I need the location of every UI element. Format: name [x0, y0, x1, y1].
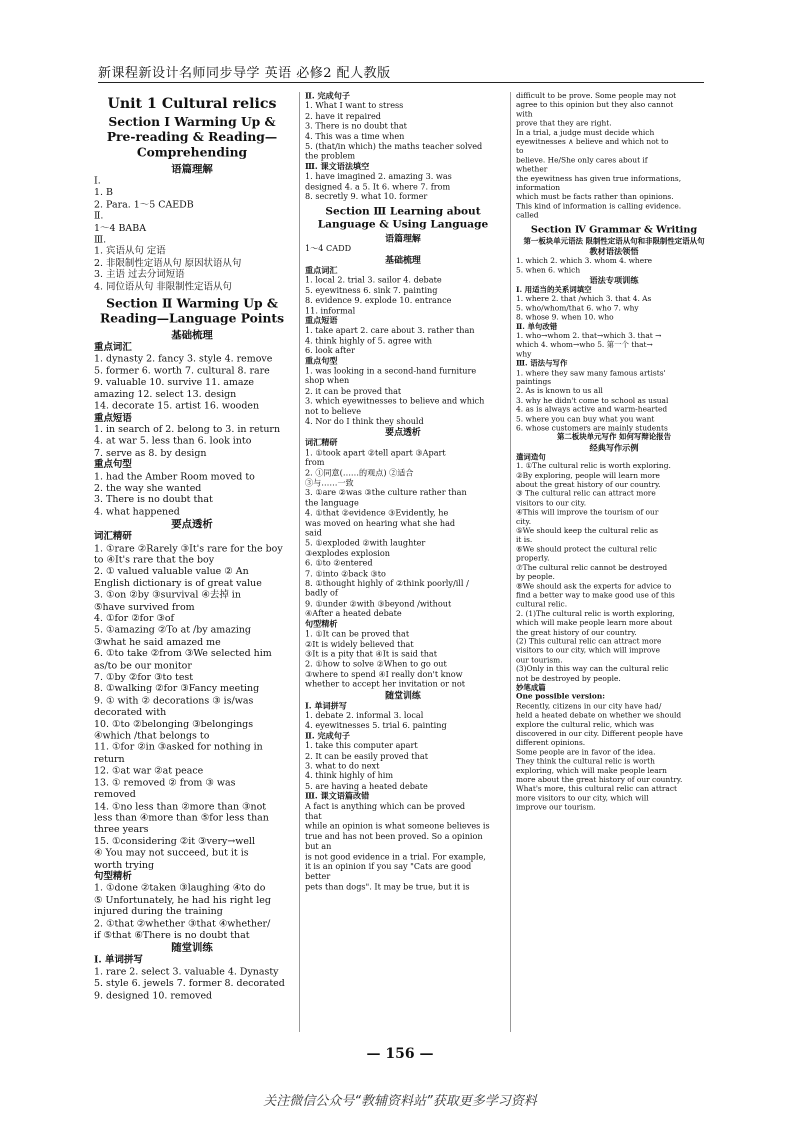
- text-line: 5. ①amazing ②To at /by amazing: [94, 625, 251, 636]
- text-line: 9. valuable 10. survive 11. amaze: [94, 377, 255, 389]
- text-line: 5. former 6. worth 7. cultural 8. rare: [94, 365, 270, 377]
- text-line: properly.: [516, 554, 550, 563]
- text-line: Ⅱ.: [94, 211, 104, 222]
- text-line: the problem: [305, 152, 356, 162]
- text-line: the eyewitness has given true informations,: [516, 175, 682, 184]
- correction-passage: [516, 92, 712, 221]
- text-line: 1. where they saw many famous artists': [516, 369, 666, 378]
- answer-list: [516, 462, 712, 683]
- text-line: 8. evidence 9. explode 10. entrance: [305, 296, 452, 306]
- group-heading: 词汇精研: [94, 531, 132, 542]
- text-line: 13. ① removed ② from ③ was: [94, 777, 236, 789]
- section-title: Section Ⅱ Warming Up & Reading—Language Points: [99, 297, 285, 327]
- text-line: 9. ① with ② decorations ③ is/was: [94, 695, 254, 707]
- text-line: 2. As is known to us all: [516, 387, 603, 396]
- text-line: 4. think highly of 5. agree with: [305, 336, 432, 346]
- text-line: 3. ①on ②by ③survival ④去掉 in: [94, 590, 241, 601]
- text-line: Recently, citizens in our city have had/: [516, 702, 662, 711]
- subsection-title: 语篇理解: [385, 233, 421, 245]
- text-line: three years: [94, 824, 149, 836]
- group-heading: Ⅲ. 语法与写作: [516, 359, 568, 368]
- answer-list: [305, 367, 501, 427]
- text-line: badly of: [305, 589, 338, 599]
- correction-passage: [305, 802, 501, 893]
- answer-list: [516, 295, 712, 323]
- text-line: with: [516, 110, 533, 119]
- text-line: 4. This was a time when: [305, 132, 405, 142]
- answer-list: [305, 449, 501, 620]
- text-line: 5. who/whom/that 6. who 7. why: [516, 304, 639, 313]
- text-line: less than ④more than ⑤for less than: [94, 812, 269, 824]
- text-line: 14. ①no less than ②more than ③not: [94, 801, 267, 812]
- text-line: 2. (1)The cultural relic is worth exploring,: [516, 610, 675, 619]
- text-line: (2) This cultural relic can attract more: [516, 637, 662, 646]
- answer-list: [94, 354, 290, 413]
- text-line: the great history of our country.: [516, 628, 637, 637]
- text-line: visitors to our city.: [516, 499, 587, 508]
- group-heading: 重点词汇: [94, 342, 132, 353]
- text-line: 14. decorate 15. artist 16. wooden: [94, 401, 260, 412]
- text-line: explore the cultural relic, which was: [516, 720, 654, 729]
- subsection-title: 教材语法领悟: [589, 246, 639, 257]
- text-line: different opinions.: [516, 739, 586, 748]
- text-line: 7. serve as 8. by design: [94, 447, 207, 459]
- footer-note: 关注微信公众号“教辅资料站”获取更多学习资料: [263, 1094, 537, 1109]
- subsection-title: 基础梳理: [171, 329, 213, 342]
- column-divider: [299, 92, 300, 1032]
- unit-title: Unit 1 Cultural relics: [107, 94, 277, 112]
- text-line: that: [305, 812, 322, 822]
- text-line: was moved on hearing what she had: [305, 519, 456, 529]
- text-line: return: [94, 754, 125, 765]
- text-line: 1. ①The cultural relic is worth exploring.: [516, 462, 671, 471]
- text-line: What's more, this cultural relic can attract: [516, 785, 677, 794]
- text-line: 8. ①walking ②for ③Fancy meeting: [94, 683, 260, 695]
- text-line: ③what he said amazed me: [94, 637, 221, 648]
- text-line: to: [516, 147, 524, 156]
- text-line: 8. whose 9. when 10. who: [516, 313, 614, 322]
- text-line: 2. it can be proved that: [305, 387, 402, 396]
- text-line: shop when: [305, 376, 350, 386]
- text-line: ④ You may not succeed, but it is: [94, 848, 249, 859]
- group-heading: 重点短语: [94, 412, 132, 424]
- text-line: 1～4 BABA: [94, 223, 147, 234]
- group-heading: 妙笔成篇: [516, 683, 546, 692]
- answer-list: [516, 332, 712, 360]
- text-line: 2. the way she wanted: [94, 483, 202, 494]
- text-line: more about the great history of our country.: [516, 776, 683, 785]
- subsection-title: 随堂训练: [171, 941, 213, 955]
- text-line: Ⅰ.: [94, 176, 101, 187]
- group-heading: 重点句型: [305, 356, 338, 366]
- text-line: about the great history of our country.: [516, 480, 661, 490]
- group-heading: Ⅲ. 课文语篇改错: [305, 792, 370, 802]
- text-line: 5. when 6. which: [516, 266, 581, 275]
- answer-list: [94, 543, 290, 871]
- text-line: ⑧We should ask the experts for advice to: [516, 582, 672, 591]
- text-line: They think the cultural relic is worth: [516, 757, 655, 766]
- text-line: 1. who→whom 2. that→which 3. that →: [516, 332, 662, 341]
- text-line: not to believe: [305, 407, 362, 417]
- text-line: 4. 同位语从句 非限制性定语从句: [94, 281, 232, 293]
- text-line: find a better way to make good use of this: [516, 591, 675, 600]
- text-line: 1. was looking in a second-hand furniture: [305, 366, 477, 376]
- text-line: 1. ①It can be proved that: [305, 629, 410, 639]
- text-line: 6. look after: [305, 346, 355, 356]
- text-line: 9. ①under ②with ③beyond /without: [305, 599, 452, 609]
- text-line: ⑤We should keep the cultural relic as: [516, 526, 659, 536]
- block-title: 第一板块单元语法 限制性定语从句和非限制性定语从句: [523, 237, 705, 246]
- text-line: 5. ①exploded ②with laughter: [305, 539, 426, 549]
- text-line: as/to be our monitor: [94, 660, 192, 671]
- text-line: cultural relic.: [516, 600, 568, 609]
- text-line: eyewitnesses ∧ believe and which not to: [516, 138, 669, 147]
- answer-list: [516, 257, 712, 275]
- text-line: ⑤ Unfortunately, he had his right leg: [94, 895, 271, 906]
- text-line: 5. where you can buy what you want: [516, 415, 655, 424]
- text-line: ③与……一致: [305, 478, 354, 488]
- text-line: ③where to spend ④I really don't know: [305, 670, 463, 680]
- text-line: paintings: [516, 378, 552, 387]
- text-line: difficult to be prove. Some people may not: [516, 92, 677, 101]
- essay-text: [516, 702, 712, 813]
- essay-label: One possible version:: [516, 693, 605, 702]
- text-line: amazing 12. select 13. design: [94, 389, 237, 400]
- text-line: 5. eyewitness 6. sink 7. painting: [305, 286, 438, 296]
- answer-list: [305, 102, 501, 162]
- text-line: said: [305, 529, 322, 539]
- text-line: 2. ① valued valuable value ② An: [94, 566, 249, 578]
- text-line: 1. in search of 2. belong to 3. in return: [94, 424, 281, 435]
- answer-list: [516, 369, 712, 434]
- text-line: English dictionary is of great value: [94, 578, 262, 589]
- group-heading: Ⅱ. 完成句子: [305, 731, 350, 741]
- header-rule: [98, 82, 704, 83]
- text-line: 3. which eyewitnesses to believe and which: [305, 397, 485, 407]
- text-line: 1. ①done ②taken ③laughing ④to do: [94, 883, 266, 894]
- answer-list: [305, 173, 501, 203]
- text-line: (3)Only in this way can the cultural relic: [516, 665, 669, 674]
- text-line: 2. ①同意(……的观点) ②适合: [305, 468, 414, 478]
- subsection-title: 经典写作示例: [589, 442, 639, 453]
- text-line: designed 4. a 5. It 6. where 7. from: [305, 182, 451, 192]
- text-line: 1. local 2. trial 3. sailor 4. debate: [305, 276, 442, 286]
- text-line: 4. think highly of him: [305, 772, 394, 781]
- text-line: ④which /that belongs to: [94, 730, 210, 742]
- text-line: 5. are having a heated debate: [305, 782, 428, 792]
- section-title: Section Ⅰ Warming Up & Pre-reading & Reading—Comprehending: [106, 115, 278, 161]
- answer-list: [305, 327, 501, 357]
- text-line: 1. dynasty 2. fancy 3. style 4. remove: [94, 354, 273, 365]
- text-line: better: [305, 872, 331, 882]
- group-heading: 重点句型: [94, 459, 132, 471]
- text-line: called: [516, 211, 539, 221]
- page-header: 新课程新设计名师同步导学 英语 必修2 配人教版: [98, 66, 391, 81]
- text-line: it is an opinion if you say "Cats are good: [305, 862, 472, 872]
- text-line: ②It is widely believed that: [305, 639, 414, 649]
- text-line: discovered in our city. Different people have: [516, 729, 683, 739]
- answer-list: [94, 425, 290, 460]
- text-line: In a trial, a judge must decide which: [516, 128, 655, 138]
- text-line: whether to accept her invitation or not: [305, 680, 466, 690]
- group-heading: 句型精析: [94, 871, 132, 882]
- column-2: [305, 92, 501, 893]
- text-line: city.: [516, 517, 532, 526]
- answer-line: 1～4 CADD: [305, 244, 352, 254]
- text-line: 5. style 6. jewels 7. former 8. decorated: [94, 978, 285, 989]
- text-line: 4. eyewitnesses 5. trial 6. painting: [305, 721, 447, 731]
- text-line: if ⑤that ⑥There is no doubt that: [94, 930, 250, 941]
- group-heading: 重点词汇: [305, 266, 338, 276]
- text-line: 3. ①are ②was ③the culture rather than: [305, 488, 467, 498]
- text-line: 12. ①at war ②at peace: [94, 766, 204, 777]
- group-heading: Ⅰ. 单词拼写: [94, 955, 143, 966]
- text-line: 4. as is always active and warm-hearted: [516, 405, 668, 415]
- text-line: 5. (that/in which) the maths teacher solved: [305, 142, 483, 152]
- subsection-title: 语法专项训练: [589, 275, 639, 286]
- text-line: but an: [305, 842, 332, 852]
- text-line: 3. There is no doubt that: [305, 122, 407, 132]
- answer-list: [94, 471, 290, 518]
- text-line: ⑤have survived from: [94, 601, 195, 613]
- text-line: removed: [94, 789, 136, 800]
- text-line: ②By exploring, people will learn more: [516, 471, 660, 480]
- group-heading: Ⅱ. 单句改错: [516, 322, 558, 332]
- text-line: 10. ①to ②belonging ③belongings: [94, 719, 254, 730]
- group-heading: 句型精析: [305, 619, 338, 629]
- text-line: 6. ①to take ②from ③We selected him: [94, 648, 272, 660]
- text-line: Ⅲ.: [94, 234, 107, 246]
- section-title: Section Ⅲ Learning about Language & Using Language: [317, 205, 489, 232]
- text-line: prove that they are right.: [516, 119, 612, 128]
- text-line: 1. take apart 2. care about 3. rather than: [305, 326, 475, 336]
- text-line: which must be facts rather than opinions.: [516, 193, 674, 202]
- text-line: 7. ①by ②for ③to test: [94, 672, 194, 683]
- text-line: more visitors to our city, which will: [516, 794, 649, 803]
- text-line: A fact is anything which can be proved: [305, 802, 466, 812]
- text-line: not be destroyed by people.: [516, 674, 621, 683]
- subsection-title: 要点透析: [171, 518, 213, 531]
- text-line: 2. ①how to solve ②When to go out: [305, 660, 447, 669]
- text-line: 2. have it repaired: [305, 112, 381, 122]
- text-line: 1. 宾语从句 定语: [94, 246, 166, 257]
- answer-list: [94, 883, 290, 942]
- text-line: ③It is a pity that ④It is said that: [305, 650, 438, 659]
- text-line: 1. had the Amber Room moved to: [94, 471, 255, 482]
- text-line: 11. informal: [305, 306, 356, 316]
- column-divider: [510, 92, 511, 1032]
- text-line: 2. Para. 1～5 CAEDB: [94, 199, 194, 210]
- text-line: 4. ①that ②evidence ③Evidently, he: [305, 509, 449, 519]
- text-line: 3. 主语 过去分词短语: [94, 269, 185, 281]
- text-line: 1. debate 2. informal 3. local: [305, 711, 424, 721]
- text-line: 9. designed 10. removed: [94, 990, 213, 1001]
- text-line: 4. Nor do I think they should: [305, 417, 424, 427]
- text-line: why: [516, 350, 532, 359]
- text-line: Some people are in favor of the idea.: [516, 748, 656, 757]
- text-line: visitors to our city, which will improve: [516, 646, 660, 656]
- text-line: ⑦The cultural relic cannot be destroyed: [516, 563, 668, 573]
- column-3: [516, 92, 712, 813]
- group-heading: 词汇精研: [305, 438, 338, 448]
- text-line: 1. have imagined 2. amazing 3. was: [305, 172, 452, 182]
- text-line: 1. rare 2. select 3. valuable 4. Dynasty: [94, 966, 279, 978]
- text-line: 1. take this computer apart: [305, 741, 418, 751]
- text-line: 2. It can be easily proved that: [305, 751, 428, 761]
- text-line: ④After a heated debate: [305, 609, 402, 619]
- text-line: 1. ①took apart ②tell apart ③Apart: [305, 448, 446, 458]
- text-line: injured during the training: [94, 906, 223, 918]
- text-line: 1. which 2. which 3. whom 4. where: [516, 257, 653, 266]
- text-line: 1. ①rare ②Rarely ③It's rare for the boy: [94, 543, 283, 554]
- text-line: ⑥We should protect the cultural relic: [516, 545, 657, 554]
- subsection-title: 语篇理解: [171, 162, 213, 176]
- text-line: 4. ①for ②for ③of: [94, 613, 175, 625]
- answer-list: [305, 276, 501, 316]
- text-line: 8. ①thought highly of ②think poorly/ill /: [305, 579, 469, 589]
- page-number: — 156 —: [366, 1046, 434, 1062]
- text-line: 6. ①to ②entered: [305, 559, 373, 569]
- text-line: 1. What I want to stress: [305, 102, 404, 111]
- text-line: whether: [516, 165, 548, 174]
- answer-list: [305, 742, 501, 792]
- text-line: 3. what to do next: [305, 761, 380, 771]
- text-line: true and has not been proved. So a opinion: [305, 832, 483, 842]
- text-line: ③ The cultural relic can attract more: [516, 490, 656, 499]
- text-line: which 4. whom→who 5. 第一个 that→: [516, 341, 653, 350]
- text-line: 3. why he didn't come to school as usual: [516, 396, 669, 405]
- section-title: Section Ⅳ Grammar & Writing: [530, 224, 698, 236]
- text-line: believe. He/She only cares about if: [516, 156, 648, 165]
- group-heading: Ⅲ. 课文语法填空: [305, 162, 370, 172]
- text-line: from: [305, 458, 325, 468]
- text-line: 4. at war 5. less than 6. look into: [94, 436, 252, 447]
- text-line: 1. where 2. that /which 3. that 4. As: [516, 295, 652, 304]
- answer-list: [94, 967, 290, 1002]
- subsection-title: 要点透析: [385, 427, 421, 438]
- answer-list: [305, 630, 501, 690]
- group-heading: Ⅱ. 完成句子: [305, 92, 350, 101]
- text-line: while an opinion is what someone believes is: [305, 822, 490, 832]
- answer-list: [305, 712, 501, 732]
- text-line: it is.: [516, 536, 533, 545]
- text-line: ③explodes explosion: [305, 549, 390, 559]
- block-title: 第二板块单元写作 如何写辩论报告: [556, 433, 672, 442]
- text-line: 8. secretly 9. what 10. former: [305, 192, 428, 202]
- text-line: 2. ①that ②whether ③that ④whether/: [94, 918, 271, 929]
- text-line: our tourism.: [516, 656, 563, 665]
- text-line: decorated with: [94, 707, 167, 718]
- group-heading: Ⅰ. 单词拼写: [305, 701, 347, 711]
- text-line: improve our tourism.: [516, 803, 596, 812]
- text-line: ④This will improve the tourism of our: [516, 508, 659, 517]
- text-line: This kind of information is calling evidence.: [516, 202, 682, 211]
- text-line: worth trying: [94, 859, 155, 871]
- text-line: 1. B: [94, 187, 113, 199]
- text-line: 7. ①into ②back ③to: [305, 569, 386, 579]
- text-line: information: [516, 184, 561, 193]
- group-heading: Ⅰ. 用适当的关系词填空: [516, 285, 592, 295]
- text-line: the language: [305, 499, 359, 508]
- group-heading: 遣词造句: [516, 453, 546, 462]
- text-line: exploring, which will make people learn: [516, 766, 667, 776]
- text-line: 15. ①considering ②it ③very→well: [94, 836, 255, 847]
- text-line: 2. 非限制性定语从句 原因状语从句: [94, 258, 242, 269]
- column-1: [94, 92, 290, 1002]
- text-line: held a heated debate on whether we should: [516, 711, 682, 720]
- text-line: 6. whose customers are mainly students: [516, 424, 668, 433]
- text-line: pets than dogs". It may be true, but it is: [305, 882, 470, 892]
- subsection-title: 随堂训练: [385, 690, 421, 701]
- group-heading: 重点短语: [305, 316, 338, 326]
- text-line: is not good evidence in a trial. For example,: [305, 852, 486, 862]
- text-line: agree to this opinion but they also cannot: [516, 101, 674, 110]
- text-line: which will make people learn more about: [516, 619, 673, 628]
- text-line: by people.: [516, 573, 555, 582]
- answer-list: [94, 176, 290, 293]
- text-line: 3. There is no doubt that: [94, 494, 213, 506]
- text-line: to ④It's rare that the boy: [94, 555, 215, 566]
- text-line: 11. ①for ②in ③asked for nothing in: [94, 742, 263, 753]
- text-line: 4. what happened: [94, 506, 180, 518]
- subsection-title: 基础梳理: [385, 254, 421, 266]
